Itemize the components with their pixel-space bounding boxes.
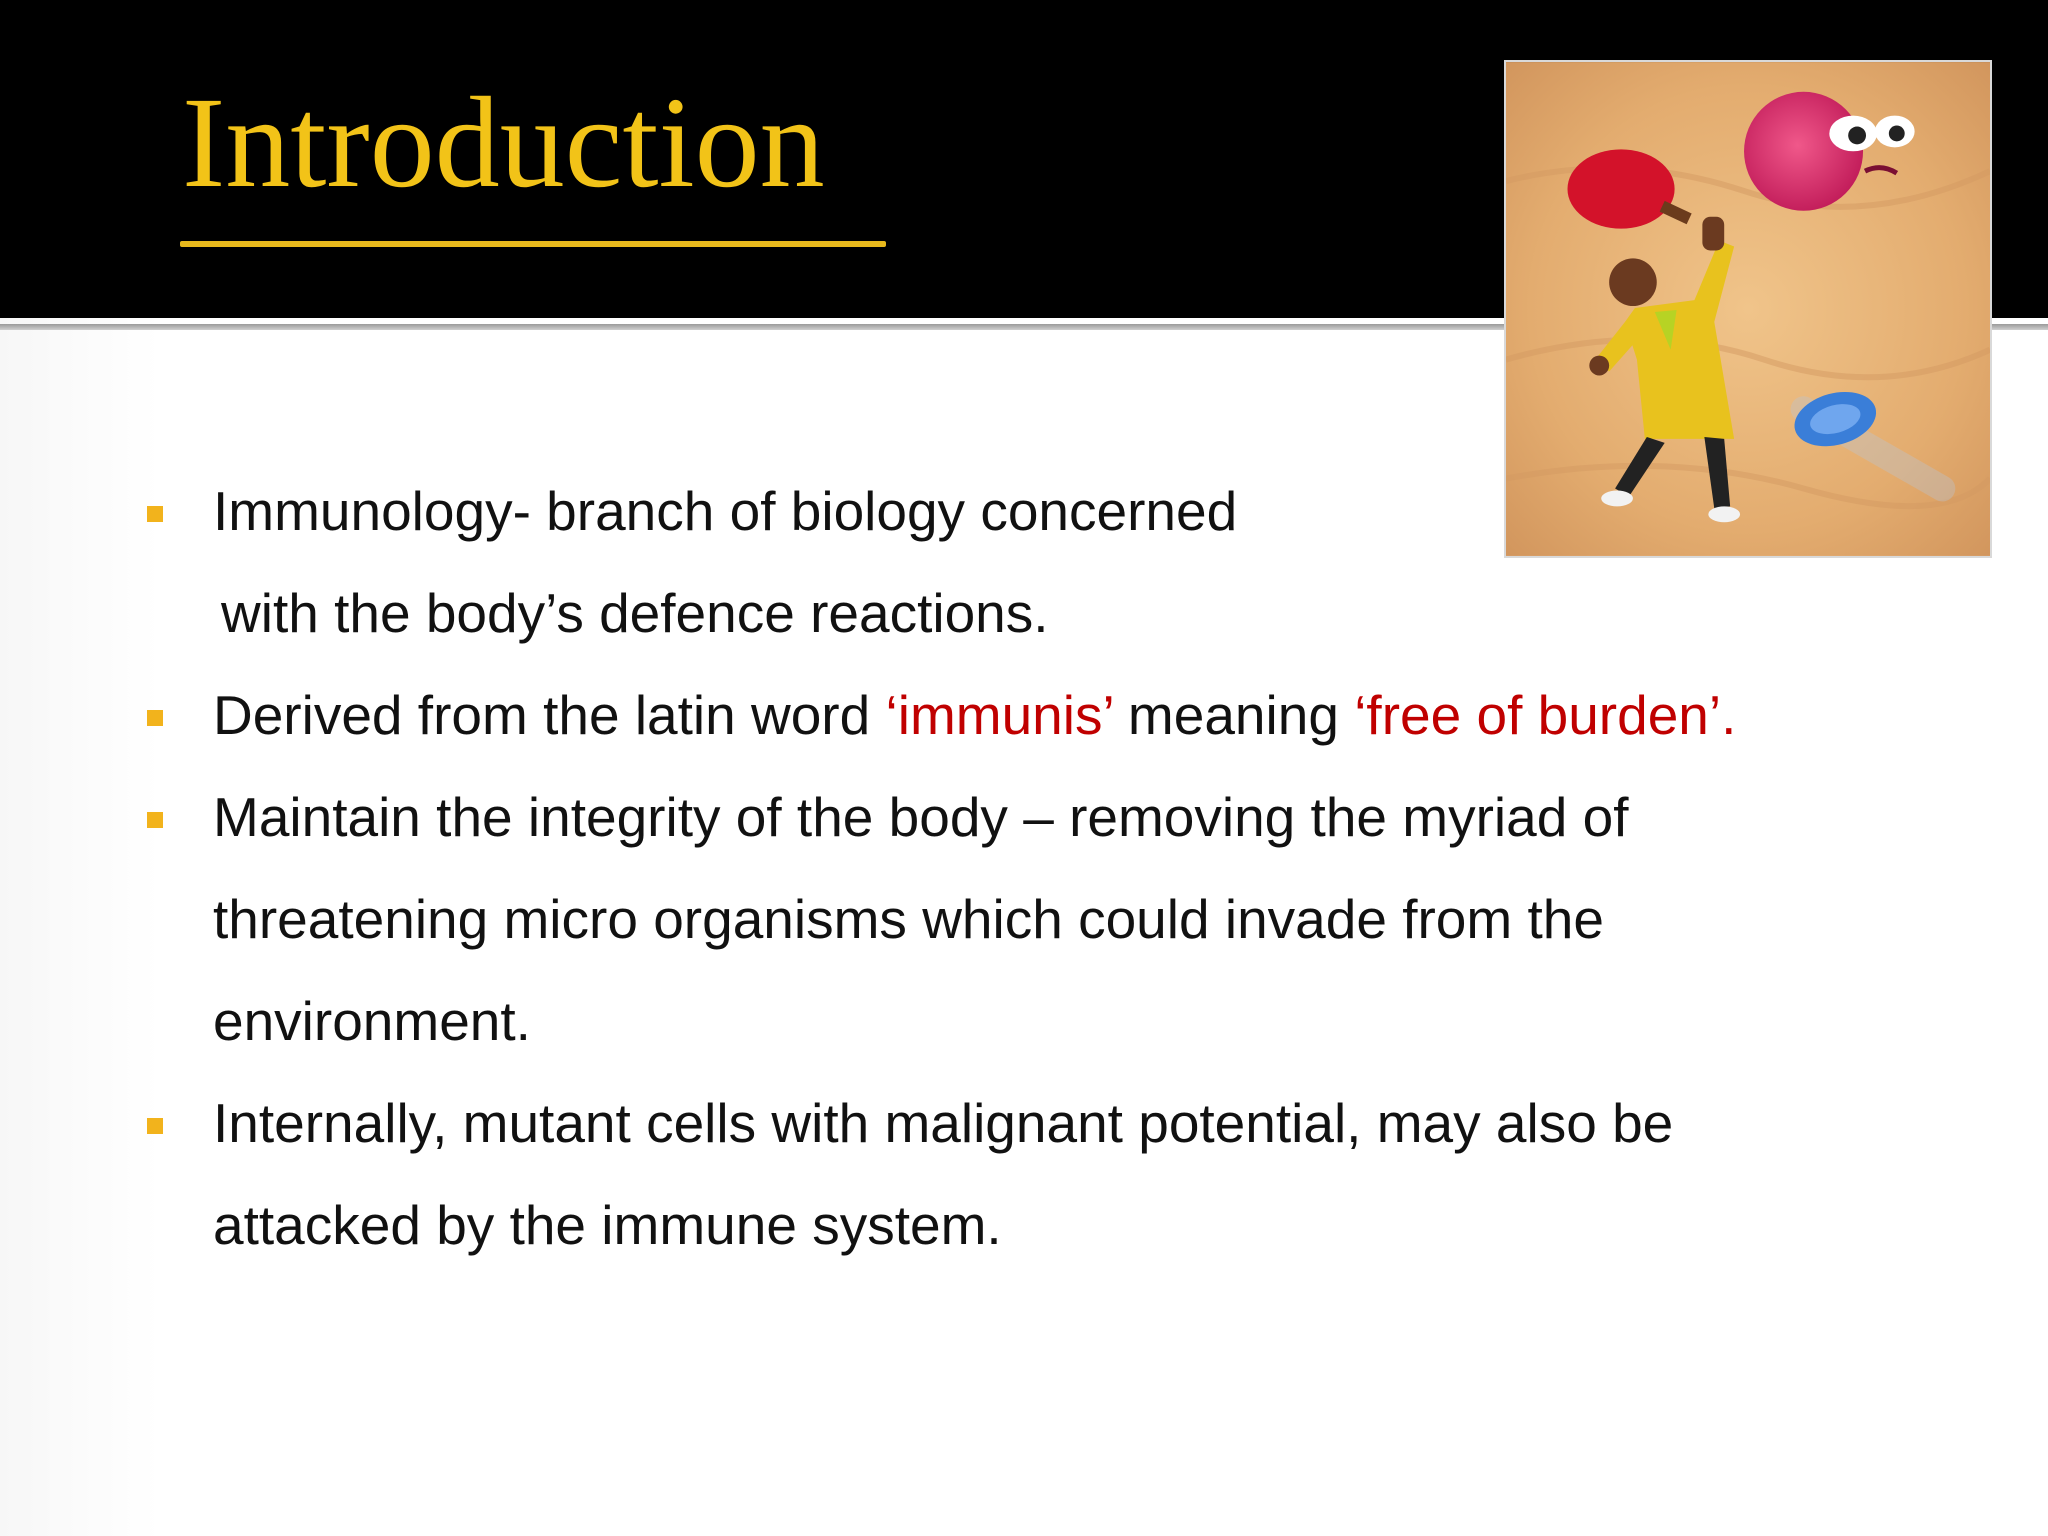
- bullet-text-line: attacked by the immune system.: [213, 1194, 1002, 1256]
- bullet-item-mutant-cells: [145, 1072, 1845, 1276]
- bullet-text-line: environment.: [213, 990, 531, 1052]
- bullet-list: [145, 460, 1845, 1276]
- bullet-text-line: with the body’s defence reactions.: [221, 582, 1049, 644]
- slide-title: Introduction: [182, 71, 825, 215]
- term-meaning: ‘free of burden’.: [1354, 684, 1737, 746]
- bullet-text-line: Immunology- branch of biology concerned: [213, 480, 1238, 542]
- bullet-item-integrity: [145, 766, 1845, 1072]
- bullet-text-line: Internally, mutant cells with malignant potential, may also be: [213, 1092, 1674, 1154]
- bullet-marker-icon: [147, 506, 163, 522]
- etymology-text-middle: meaning: [1112, 684, 1355, 746]
- bullet-item-etymology: [145, 664, 1845, 766]
- bullet-item-immunology: [145, 460, 1845, 664]
- bullet-text-line: threatening micro organisms which could invade from the: [213, 888, 1604, 950]
- title-underline: [180, 241, 886, 247]
- latin-term: ‘immunis’: [885, 684, 1113, 746]
- bullet-text-line: [213, 664, 1845, 766]
- bullet-marker-icon: [147, 710, 163, 726]
- bullet-text-line: Maintain the integrity of the body – removing the myriad of: [213, 786, 1629, 848]
- bullet-marker-icon: [147, 812, 163, 828]
- bullet-marker-icon: [147, 1118, 163, 1134]
- etymology-text-before: Derived from the latin word: [213, 684, 886, 746]
